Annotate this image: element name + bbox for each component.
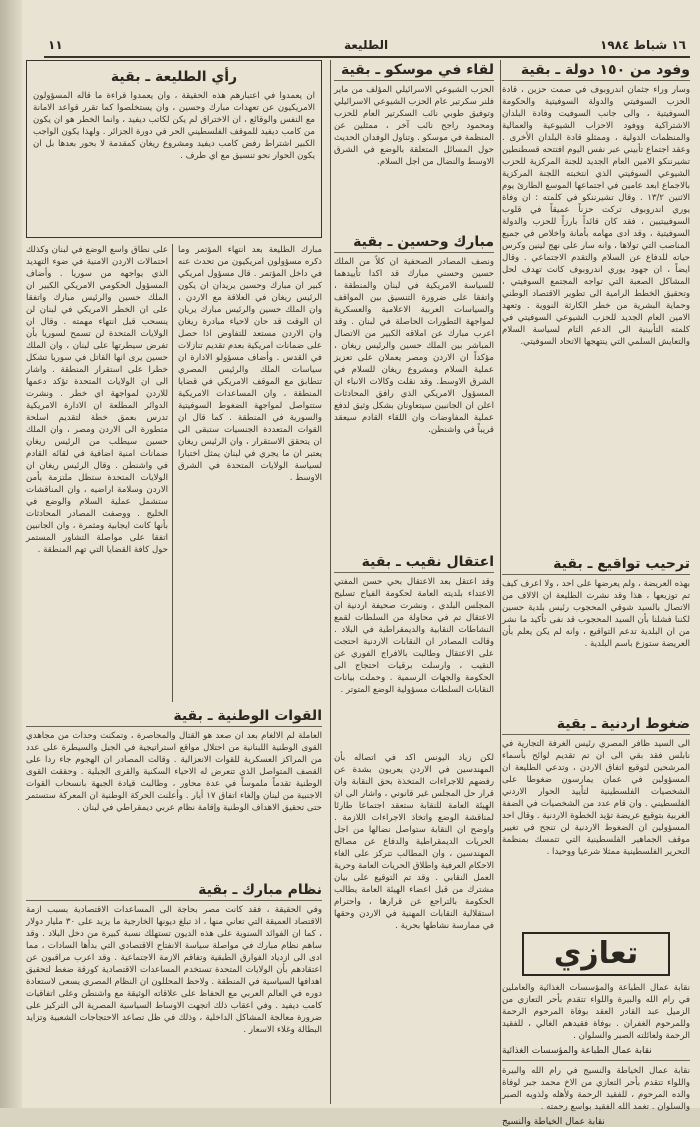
page-header [44, 36, 690, 58]
article-mubarak-regime [26, 880, 322, 1104]
article-title: ضغوط اردنية ـ بقية [502, 714, 690, 735]
article-body: وقد اعتقل بعد الاعتقال بحي حسن المفتي الاعتداء بلديته العامة لحكومة الفياح تسليح المجلس البلدي ، ونشرت صحيفة اردنية ان الاعتقال تم في محاولة من السلطات لقمع النشاطات النقابية والديمقراطية في البلاد . وقالت المصادر ان النقابات الاردنية احتجت على الاعتقال وطالبت بالافراج الفوري عن النقيب ، وارسلت برقيات احتجاج الى الحكومة والجهات الرسمية . وحملت بيانات النقابات السلطات مسؤولية الوضع المتوتر . [334, 577, 494, 695]
article-title: مبارك وحسين ـ بقية [334, 232, 494, 253]
column-rule [500, 60, 501, 1104]
condolence-signature: نقابة عمال الطباعة والمؤسسات الغذائية [502, 1046, 652, 1056]
page-number: ١١ [48, 38, 63, 52]
article-engineers [334, 752, 494, 1104]
article-us-officials [178, 244, 322, 702]
article-title: ترحيب تواقيع ـ بقية [502, 554, 690, 575]
article-body: وفي الحقيقة ، فقد كانت مصر بحاجة الى المساعدات الاقتصادية بسبب ازمة الاقتصاد العميقة التي تعاني منها ، اذ تبلغ ديونها الخارجية ما يزيد على ٣٠ مليار دولار ، كما ان الفوائد السنوية على هذه الديون تستهلك نسبة كبيرة من دخل البلاد . وقد ساهم نظام مبارك في مواصلة سياسة الانفتاح الاقتصادي التي بدأها السادات ، مما ادى الى ازدياد الفوارق الطبقية وتفاقم الازمة الاجتماعية . وقد اعرب مراقبون عن اعتقادهم بأن الولايات المتحدة تستخدم المساعدات الاقتصادية كورقة ضغط لتحقيق اهدافها السياسية في المنطقة . ولاحظ المحللون ان النظام المصري يسعى لاستعادة دوره في العالم العربي مع الحفاظ على علاقاته الوثيقة مع واشنطن وعلى اتفاقيات كامب ديفيد . وفي اعقاب ذلك اتجهت الاوساط السياسية المصرية الى التركيز على ضرورة معالجة المشاكل الداخلية ، وذلك في ظل تصاعد الاحتجاجات الشعبية وتزايد البطالة وغلاء الاسعار . [26, 905, 322, 1035]
article-body: على نطاق واسع الوضع في لبنان وكذلك احتمالات الاردن الامنية في ضوء التهديد الذي يواجهه من سوريا . وأضاف المسؤول الحكومي الامريكي الكبير ان الملك حسين والرئيس مبارك واتفقا على ان الخطر الامريكي في لبنان لن ينسحب قبل انتهاء مهمته . وقال ان الولايات المتحدة لن تسمح لسوريا بأن تفرض سيطرتها على لبنان ، وان الملك حسين يرى انها القاتل في سوريا تشكل خطرا على استقرار المنطقة . واشار الى ان الولايات المتحدة تؤكد دعمها للاردن لمواجهة اي خطر . ونشرت الدوائر المطلعة ان الادارة الامريكية تدرس بعمق خطة لتقديم اسلحة متطورة الى الاردن ومصر ، وان الملك حسين سيطلب من الرئيس ريغان ضمانات امنية اضافية في لقائه القادم في واشنطن . وقال الرئيس ريغان ان الولايات المتحدة ستظل ملتزمة بأمن الاردن وسلامة اراضيه ، وان المناقشات ستشمل عملية السلام والوضع في الخليج . ووصفت المصادر المحادثات بأنها كانت ايجابية ومثمرة ، وان الجانبين اتفقا على مواصلة التشاور المستمر حول كافة القضايا التي تهم المنطقة . [26, 245, 168, 555]
article-body: بهذه العريضة ، ولم يعرضها على احد ، ولا اعرف كيف تم توزيعها ، هذا وقد نشرت الطليعة ان الالاف من الاتصال بالسيد شوقي المحجوب رئيس بلدية حسين لكننا فشلنا بأن السيد المحجوب قد نفى تأكيد ما نشر من ان البلدية تدعم التواقيع ، وانه لم يكن يعلم بأن العريضة ستوزع باسم البلدية . [502, 579, 690, 649]
article-signatures [502, 554, 690, 710]
article-body: الى السيد ظافر المصري رئيس الغرفة التجارية في نابلس فقد بقي الى ان تم تقديم لوائح بأسماء المرشحين لتوقيع اتفاق الاردن ، وتدعي الطليعة ان المسؤولين في عمان يمارسون ضغوطا على الشخصيات الفلسطينية لتأييد الحوار الاردني الفلسطيني . وان قام عدد من الشخصيات في الضفة الغربية بتوقيع عريضة تؤيد الخطوة الاردنية . وقال احد المسؤولين ان الضغوط الاردنية لن تنجح في تغيير موقف الجماهير الفلسطينية التي تتمسك بمنظمة التحرير الفلسطينية ممثلا شرعيا ووحيدا . [502, 739, 690, 857]
article-title: وفود من ١٥٠ دولة ـ بقية [502, 60, 690, 81]
article-body: مبارك الطليعة بعد انتهاء المؤتمر وما ذكره مسؤولون امريكيون من تحدث عنه في داخل المؤتمر . قال مسؤول امريكي كبير ان مبارك وحسين يريدان ان يكون الرئيس ريغان في العلاقة مع الاردن ، وان الملك حسين والرئيس مبارك يريان ان الوقت قد حان لاحياء مبادرة ريغان وان الاردن مستعد للتفاوض اذا حصل على ضمانات امريكية بعدم تقديم تنازلات في القدس . وأضاف مسؤولو الادارة ان سياسات الملك والرئيس المصري تتطابق مع الموقف الامريكي في قضايا المنطقة ، وان المساعدات الامريكية ستتواصل لمواجهة الضغوط السوفيتية والسورية في المنطقة . كما قال ان القوات المتعددة الجنسيات ستبقى الى ان يتحقق الاستقرار ، وان الرئيس ريغان يعتبر ان ما يجري في لبنان يمثل اختبارا لسياسة الولايات المتحدة في الشرق الاوسط . [178, 245, 322, 483]
editorial-box [26, 60, 322, 238]
column-rule [330, 60, 331, 1104]
condolence-notice: نقابة عمال الخياطة والنسيج في رام الله والبيرة واللواء تتقدم بأحر التعازي من الاخ محمد جبر لوفاة والده المرحوم ، للفقيد الرحمة ولأهله ولذويه الصبر والسلوان . تغمد الله الفقيد بواسع رحمته . [502, 1066, 690, 1112]
condolence-signature: نقابة عمال الخياطة والنسيج [502, 1117, 605, 1127]
scan-shadow [0, 0, 22, 1108]
article-mubarak-hussein [334, 232, 494, 548]
condolences-title: تعازي [522, 932, 670, 976]
article-title: نظام مبارك ـ بقية [26, 880, 322, 901]
condolences-section [502, 928, 690, 1127]
article-title: اعتقال نقيب ـ بقية [334, 552, 494, 573]
condolence-notice: نقابة عمال الطباعة والمؤسسات الغذائية والعاملين في رام الله والبيرة واللواء تتقدم بأحر التعازي من الزميل عبد القادر العقد بوفاة المرحوم الرحمة وللمرحوم الغفران . بوفاة فقيدهم الغالي ، للفقيد الرحمة ولعائلته الصبر والسلوان . [502, 983, 690, 1041]
article-title: لقاء في موسكو ـ بقية [334, 60, 494, 81]
article-body: الحزب الشيوعي الاسرائيلي المؤلف من ماير فلنر سكرتير عام الحزب الشيوعي الاسرائيلي وتوفيق طوبي نائب السكرتير العام للحزب ومحمود راجح نائب آخر ، ممثلين عن المنظمة في موسكو . وتناول الوفدان الحديث حول المسائل المتعلقة بالوضع في الشرق الاوسط والنضال من اجل السلام. [334, 85, 494, 167]
article-arrest [334, 552, 494, 748]
article-body: العاملة لم الالغام بعد ان صعد هو القتال والمحاصرة ، وتمكنت وحدات من مجاهدي القوى الوطنية اللبنانية من احتلال مواقع استراتيجية في الجبل والسيطرة على عدد من المراكز العسكرية للقوات الانعزالية . وقالت المصادر ان الهجوم جاء ردا على القصف المتواصل الذي تتعرض له الاحياء السكنية والقرى الجبلية . وحققت القوى الوطنية تقدماً ملموساً في عدة محاور ، وطالبت قيادة الجبهة بانسحاب القوات الاجنبية من لبنان وإلغاء اتفاق ١٧ أيار . وأعلنت الحركة الوطنية ان المعركة ستستمر حتى تحقيق الاهداف الوطنية وإقامة نظام عربي ديمقراطي في لبنان . [26, 731, 322, 813]
article-body: ونصف المصادر الصحفية ان كلاً من الملك حسين وحسني مبارك قد اكدا تأييدهما للسياسة الامريكية في لبنان والمنطقة ، واتفقا على ضرورة التنسيق بين المواقف والسياسات العربية الاعلامية والعسكرية لمواجهة التطورات الحاصلة في لبنان . وقد اعرب مبارك عن املاقه الكبير من الاتصال المباشر بين الملك حسين والرئيس ريغان ، مؤكداً ان الاردن ومصر يعملان على تعزيز عملية السلام ومشروع ريغان للسلام في الشرق الاوسط. وقد نقلت وكالات الانباء ان المسؤول الامريكي الذي رافق المحادثات اعلن ان الجانبين سيتعاونان بشكل وثيق لدفع عملية المفاوضات وان اللقاء القادم سيعقد قريباً في واشنطن. [334, 257, 494, 435]
editorial-title: رأي الطليعة ـ بقية [110, 69, 238, 85]
article-body: وسار وراء جثمان اندروبوف في صمت حزين ، قادة الحزب السوفيتي والدولة السوفيتية والحكومة السوفيتية ، والى جانب السوفيت وفادة البلدان الاشتراكية ووفود الاحزاب الشيوعية والعمالية والمنظمات الدولية ، وممثلو قادة البلدان الأخرى . وعقد اجتماع تأبيني عبر نفس اليوم افتتحه قسطنطين تشيرننكو الامين العام الجديد للجنة المركزية للحزب الشيوعي السوفيتي الذي انتخبته اللجنة المركزية بالاجماع ابعد عامين في اجتماعها الموسع الطارئ يوم الاثنين ١٣/٢ . وقال تشيرننكو في كلمته : ان وفاة يوري اندروبوف تركت حزناً عميقاً في قلوب السوفييتيين ، فقد كان قائداً بارزاً للحزب والدولة السوفيتية ، وقد ادى مهامه بأمانة واخلاص في جميع المناصب التي تولاها ، وانه سار على نهج لينين وكرس حياته للدفاع عن السلام والتقدم الاجتماعي . وقال ايضاً ، ان جهود يوري اندروبوف كانت تهدف لحل المشاكل الصعبة التي تواجه المجتمع السوفيتي ، وتحقيق الخطط الرامية الى تطوير الاقتصاد الوطني وحماية البشرية من خطر الكارثة النووية . وتعهد الامين العام الجديد للحزب الشيوعي السوفيتي في كلمته التأبينية الى الدعم التام لسياسة السلام والتعايش السلمي التي ينتهجها الاتحاد السوفيتي. [502, 85, 691, 347]
article-delegations [502, 60, 690, 550]
article-jordan-pressure [502, 714, 690, 924]
newspaper-name: الطليعة [344, 38, 389, 52]
article-lebanon [26, 244, 168, 702]
column-rule [172, 244, 173, 702]
article-national-forces [26, 706, 322, 876]
article-moscow-meeting [334, 60, 494, 230]
editorial-body: ان يعمدوا في اعتبارهم هذه الحقيقة ، وان يعمدوا قراءة ما قاله المسؤولون الامريكيون عن تعهدات مبارك وحسين ، وان يستخلصوا كما تقرر قواعد الامانة مع النفس والوقائع ، ان الاختراق لم يكن لكاتب ديفيد ، وانما الخطر هو ان يكون من كامب ديفيد للموقف الفلسطيني الحر في دورة الجزائر . ولهذا يكون الواجب الكبير اشتراط رفض كامب ديفيد ومشروع ريغان كمقدمة لا بحور بعدها بل ان يكون الحوار نحو تنسيق مع اي طرف . [33, 91, 315, 161]
issue-date: ١٦ شباط ١٩٨٤ [600, 38, 686, 52]
article-title: القوات الوطنية ـ بقية [26, 706, 322, 727]
article-body: لكن زياد اليونس اكد في اتصاله بأن المهندسين في الاردن يعربون بشدة عن رفضهم للاجراءات المتخذة بحق النقابة وان قرار حل المجلس غير قانوني ، واشار الى ان الهيئة العامة للنقابة ستعقد اجتماعا طارئا لمناقشة الوضع واتخاذ الاجراءات اللازمة . واوضح ان النقابة ستواصل نضالها من اجل الحريات الديمقراطية والدفاع عن مصالح المهندسين ، وان المطالب تتركز على الغاء الاحكام العرفية واطلاق الحريات العامة وحرية العمل النقابي . وقد تم التوقيع على بيان مشترك من قبل اعضاء الهيئة العامة يطالب الحكومة بالتراجع عن قرارها ، واحترام استقلالية النقابات المهنية في الاردن وحقها في ممارسة نشاطها بحرية . [334, 753, 494, 931]
